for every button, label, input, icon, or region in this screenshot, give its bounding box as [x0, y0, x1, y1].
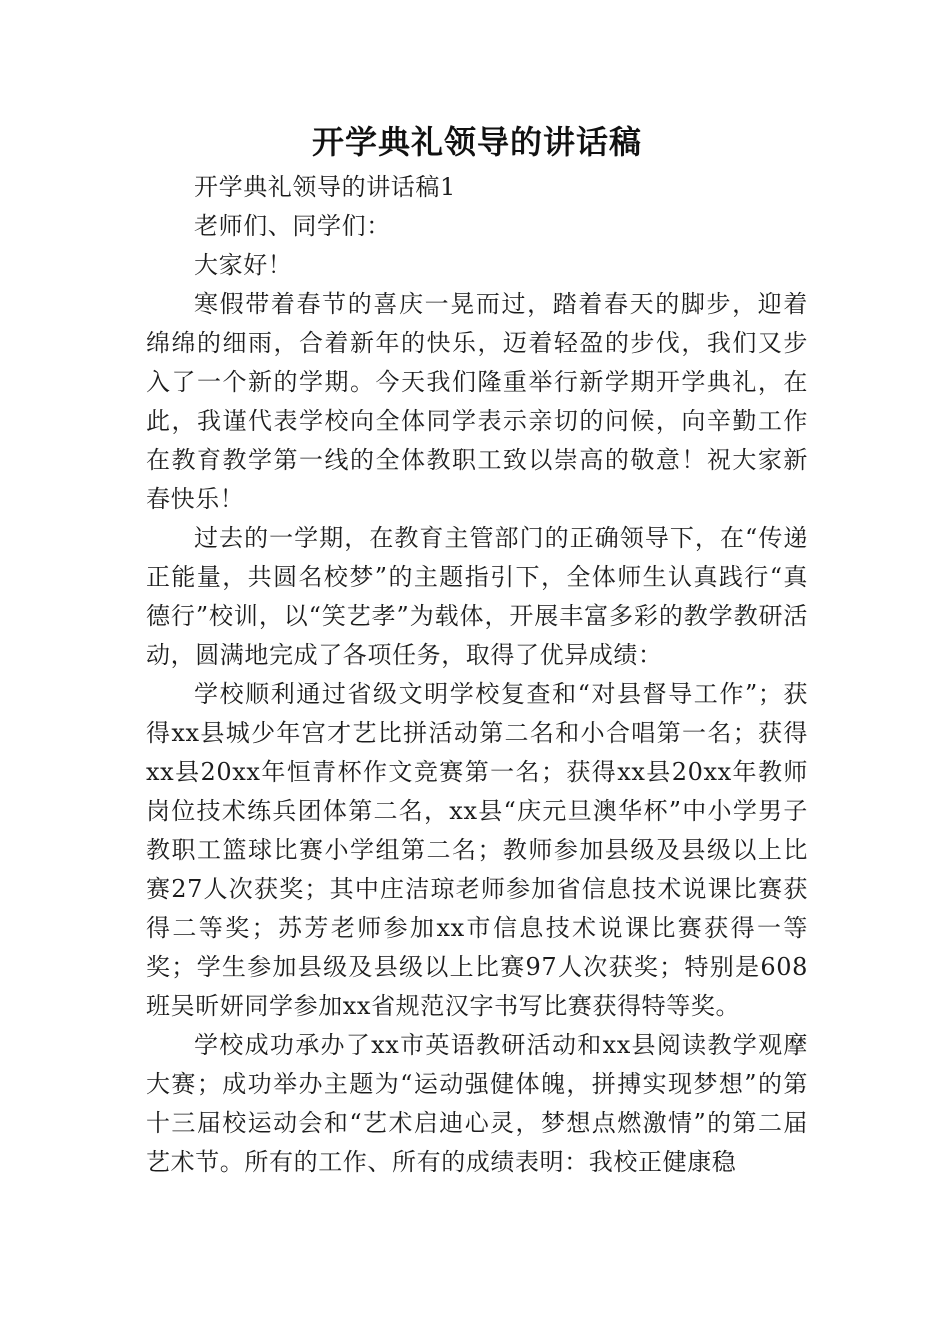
document-title: 开学典礼领导的讲话稿 — [311, 123, 642, 161]
document-body — [146, 120, 808, 1182]
paragraph-subtitle: 开学典礼领导的讲话稿1 — [194, 173, 456, 201]
paragraph-greeting: 大家好！ — [194, 251, 293, 279]
paragraph-past-semester: 过去的一学期，在教育主管部门的正确领导下，在“传递正能量，共圆名校梦”的主题指引下，全体师生认真践行“真德行”校训，以“笑艺孝”为载体，开展丰富多彩的教学教研活动，圆满地完成了各项任务，取得了优异成绩： — [146, 524, 808, 669]
paragraph-events: 学校成功承办了xx市英语教研活动和xx县阅读教学观摩大赛；成功举办主题为“运动强健体魄，拼搏实现梦想”的第十三届校运动会和“艺术启迪心灵，梦想点燃激情”的第二届艺术节。所有的工作、所有的成绩表明：我校正健康稳 — [146, 1031, 808, 1176]
paragraph-achievements: 学校顺利通过省级文明学校复查和“对县督导工作”；获得xx县城少年宫才艺比拼活动第二名和小合唱第一名；获得xx县20xx年恒青杯作文竞赛第一名；获得xx县20xx年教师岗位技术练兵团体第二名，xx县“庆元旦澳华杯”中小学男子教职工篮球比赛小学组第二名；教师参加县级及县级以上比赛27人次获奖；其中庄洁琼老师参加省信息技术说课比赛获得二等奖；苏芳老师参加xx市信息技术说课比赛获得一等奖；学生参加县级及县级以上比赛97人次获奖；特别是608班吴昕妍同学参加xx省规范汉字书写比赛获得特等奖。 — [146, 680, 808, 1020]
paragraph-new-semester: 寒假带着春节的喜庆一晃而过，踏着春天的脚步，迎着绵绵的细雨，合着新年的快乐，迈着轻盈的步伐，我们又步入了一个新的学期。今天我们隆重举行新学期开学典礼，在此，我谨代表学校向全体同学表示亲切的问候，向辛勤工作在教育教学第一线的全体教职工致以崇高的敬意！祝大家新春快乐！ — [146, 290, 808, 513]
paragraph-salutation: 老师们、同学们： — [194, 212, 391, 240]
